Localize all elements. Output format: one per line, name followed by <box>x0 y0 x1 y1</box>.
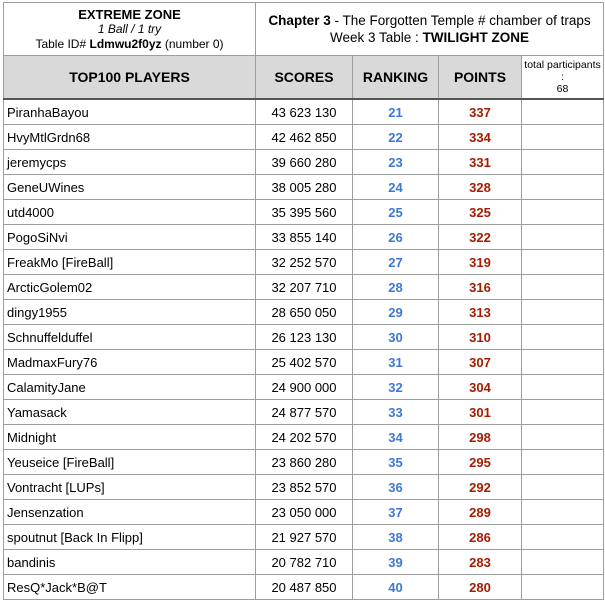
table-row <box>4 350 604 375</box>
table-id-note: (number 0) <box>164 36 224 51</box>
zone-title: EXTREME ZONE <box>78 6 181 22</box>
table-id-line <box>4 37 255 52</box>
rank-cell: 33 <box>353 400 439 425</box>
chapter-title: - The Forgotten Temple # chamber of traps <box>330 13 591 28</box>
table-row <box>4 525 604 550</box>
rank-cell: 31 <box>353 350 439 375</box>
players-column-header: TOP100 PLAYERS <box>4 56 256 100</box>
table-row <box>4 200 604 225</box>
rank-cell: 21 <box>353 99 439 125</box>
table-row <box>4 425 604 450</box>
player-cell: Schnuffelduffel <box>4 325 256 350</box>
score-cell: 26 123 130 <box>256 325 353 350</box>
week-table-name: TWILIGHT ZONE <box>422 30 530 45</box>
points-cell: 331 <box>439 150 522 175</box>
table-id-value: Ldmwu2f0yz <box>89 36 162 51</box>
points-cell: 301 <box>439 400 522 425</box>
score-cell: 32 207 710 <box>256 275 353 300</box>
rank-cell: 37 <box>353 500 439 525</box>
empty-cell <box>522 400 604 425</box>
rank-cell: 39 <box>353 550 439 575</box>
player-cell: PogoSiNvi <box>4 225 256 250</box>
score-cell: 24 900 000 <box>256 375 353 400</box>
table-row <box>4 400 604 425</box>
score-cell: 25 402 570 <box>256 350 353 375</box>
empty-cell <box>522 225 604 250</box>
week-label: Week 3 Table : <box>330 30 423 45</box>
player-cell: ResQ*Jack*B@T <box>4 575 256 600</box>
player-cell: utd4000 <box>4 200 256 225</box>
points-cell: 292 <box>439 475 522 500</box>
table-row <box>4 225 604 250</box>
player-cell: MadmaxFury76 <box>4 350 256 375</box>
table-row <box>4 500 604 525</box>
empty-cell <box>522 125 604 150</box>
total-participants-value: 68 <box>556 83 569 95</box>
points-cell: 280 <box>439 575 522 600</box>
table-row <box>4 300 604 325</box>
points-cell: 325 <box>439 200 522 225</box>
empty-cell <box>522 350 604 375</box>
empty-cell <box>522 200 604 225</box>
player-cell: Yeuseice [FireBall] <box>4 450 256 475</box>
points-cell: 319 <box>439 250 522 275</box>
scores-column-header: SCORES <box>256 56 353 100</box>
empty-cell <box>522 275 604 300</box>
score-cell: 20 782 710 <box>256 550 353 575</box>
table-row <box>4 450 604 475</box>
player-cell: Jensenzation <box>4 500 256 525</box>
player-cell: bandinis <box>4 550 256 575</box>
score-cell: 39 660 280 <box>256 150 353 175</box>
player-cell: Midnight <box>4 425 256 450</box>
points-cell: 316 <box>439 275 522 300</box>
rank-cell: 28 <box>353 275 439 300</box>
points-cell: 328 <box>439 175 522 200</box>
empty-cell <box>522 250 604 275</box>
points-cell: 313 <box>439 300 522 325</box>
score-cell: 24 202 570 <box>256 425 353 450</box>
empty-cell <box>522 475 604 500</box>
player-cell: ArcticGolem02 <box>4 275 256 300</box>
rank-cell: 34 <box>353 425 439 450</box>
score-cell: 43 623 130 <box>256 99 353 125</box>
rank-cell: 32 <box>353 375 439 400</box>
player-cell: GeneUWines <box>4 175 256 200</box>
rank-cell: 40 <box>353 575 439 600</box>
ranking-column-header: RANKING <box>353 56 439 100</box>
score-cell: 33 855 140 <box>256 225 353 250</box>
player-cell: CalamityJane <box>4 375 256 400</box>
player-cell: dingy1955 <box>4 300 256 325</box>
points-cell: 322 <box>439 225 522 250</box>
rank-cell: 24 <box>353 175 439 200</box>
rank-cell: 38 <box>353 525 439 550</box>
points-cell: 310 <box>439 325 522 350</box>
empty-cell <box>522 550 604 575</box>
rank-cell: 35 <box>353 450 439 475</box>
empty-cell <box>522 175 604 200</box>
rank-cell: 26 <box>353 225 439 250</box>
table-id-label: Table ID# <box>35 36 87 51</box>
empty-cell <box>522 450 604 475</box>
score-cell: 23 050 000 <box>256 500 353 525</box>
table-row <box>4 125 604 150</box>
score-cell: 23 852 570 <box>256 475 353 500</box>
table-row <box>4 150 604 175</box>
empty-cell <box>522 375 604 400</box>
player-cell: jeremycps <box>4 150 256 175</box>
chapter-label: Chapter 3 <box>268 13 331 28</box>
score-cell: 20 487 850 <box>256 575 353 600</box>
player-cell: PiranhaBayou <box>4 99 256 125</box>
player-cell: spoutnut [Back In Flipp] <box>4 525 256 550</box>
points-cell: 298 <box>439 425 522 450</box>
empty-cell <box>522 425 604 450</box>
total-participants-label: total participants : <box>524 59 601 83</box>
points-cell: 283 <box>439 550 522 575</box>
rank-cell: 29 <box>353 300 439 325</box>
table-row <box>4 175 604 200</box>
empty-cell <box>522 99 604 125</box>
rank-cell: 23 <box>353 150 439 175</box>
table-row <box>4 575 604 600</box>
score-cell: 42 462 850 <box>256 125 353 150</box>
points-cell: 295 <box>439 450 522 475</box>
points-column-header: POINTS <box>439 56 522 100</box>
empty-cell <box>522 525 604 550</box>
player-cell: HvyMtlGrdn68 <box>4 125 256 150</box>
score-cell: 28 650 050 <box>256 300 353 325</box>
table-row <box>4 475 604 500</box>
zone-subtitle: 1 Ball / 1 try <box>97 21 162 36</box>
rank-cell: 30 <box>353 325 439 350</box>
player-cell: FreakMo [FireBall] <box>4 250 256 275</box>
table-row <box>4 99 604 125</box>
table-row <box>4 325 604 350</box>
empty-cell <box>522 325 604 350</box>
table-row <box>4 275 604 300</box>
week-line <box>256 29 603 46</box>
score-cell: 23 860 280 <box>256 450 353 475</box>
empty-cell <box>522 575 604 600</box>
table-row <box>4 550 604 575</box>
score-cell: 21 927 570 <box>256 525 353 550</box>
points-cell: 334 <box>439 125 522 150</box>
chapter-line <box>256 12 603 29</box>
points-cell: 304 <box>439 375 522 400</box>
column-header-row <box>4 56 604 100</box>
points-cell: 289 <box>439 500 522 525</box>
rank-cell: 25 <box>353 200 439 225</box>
rank-cell: 27 <box>353 250 439 275</box>
table-row <box>4 375 604 400</box>
points-cell: 286 <box>439 525 522 550</box>
total-participants-cell <box>522 56 604 100</box>
empty-cell <box>522 150 604 175</box>
player-cell: Vontracht [LUPs] <box>4 475 256 500</box>
points-cell: 337 <box>439 99 522 125</box>
score-cell: 24 877 570 <box>256 400 353 425</box>
player-cell: Yamasack <box>4 400 256 425</box>
points-cell: 307 <box>439 350 522 375</box>
score-cell: 32 252 570 <box>256 250 353 275</box>
leaderboard-table <box>3 2 604 600</box>
rank-cell: 22 <box>353 125 439 150</box>
rank-cell: 36 <box>353 475 439 500</box>
table-row <box>4 250 604 275</box>
chapter-info-cell <box>256 3 604 56</box>
zone-info-cell <box>4 3 256 56</box>
score-cell: 38 005 280 <box>256 175 353 200</box>
empty-cell <box>522 300 604 325</box>
score-cell: 35 395 560 <box>256 200 353 225</box>
empty-cell <box>522 500 604 525</box>
